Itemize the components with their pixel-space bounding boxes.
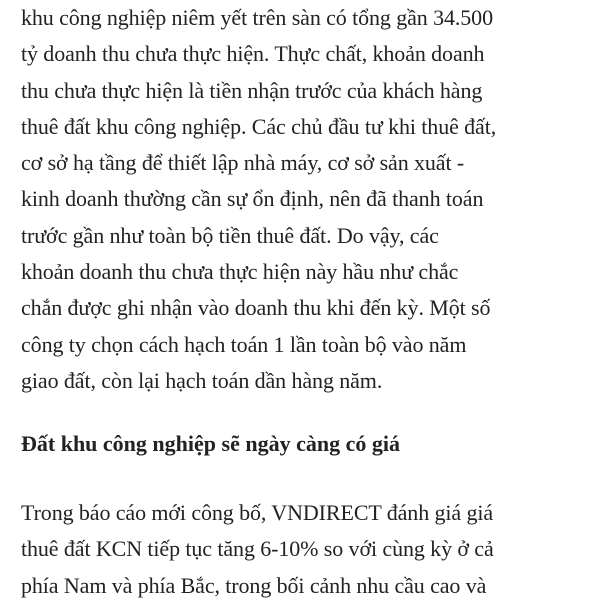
paragraph-line: khoản doanh thu chưa thực hiện này hầu như chắc xyxy=(21,259,459,285)
paragraph-line: Trong báo cáo mới công bố, VNDIRECT đánh giá giá xyxy=(21,500,494,525)
paragraph-line: phía Nam và phía Bắc, trong bối cảnh nhu cầu cao và xyxy=(21,572,487,598)
paragraph-line: khu công nghiệp niêm yết trên sàn có tổng gần 34.500 xyxy=(21,5,493,30)
section-heading: Đất khu công nghiệp sẽ ngày càng có giá xyxy=(21,431,400,456)
paragraph-line: giao đất, còn lại hạch toán dần hàng năm. xyxy=(21,367,383,393)
paragraph-line: trước gần như toàn bộ tiền thuê đất. Do vậy, các xyxy=(21,222,439,248)
paragraph-line: tỷ doanh thu chưa thực hiện. Thực chất, khoản doanh xyxy=(21,41,485,67)
paragraph-line: thuê đất khu công nghiệp. Các chủ đầu tư khi thuê đất, xyxy=(21,113,497,139)
paragraph-line: chắn được ghi nhận vào doanh thu khi đến kỳ. Một số xyxy=(21,295,491,321)
paragraph-line: kinh doanh thường cần sự ổn định, nên đã thanh toán xyxy=(21,186,484,212)
paragraph-line: thu chưa thực hiện là tiền nhận trước của khách hàng xyxy=(21,77,483,103)
paragraph-line: thuê đất KCN tiếp tục tăng 6-10% so với cùng kỳ ở cả xyxy=(21,536,494,562)
article-paragraph-1 xyxy=(21,0,496,399)
article-paragraph-2 xyxy=(21,495,494,600)
paragraph-line: cơ sở hạ tầng để thiết lập nhà máy, cơ sở sản xuất - xyxy=(21,150,465,176)
paragraph-line: công ty chọn cách hạch toán 1 lần toàn bộ vào năm xyxy=(21,331,467,357)
